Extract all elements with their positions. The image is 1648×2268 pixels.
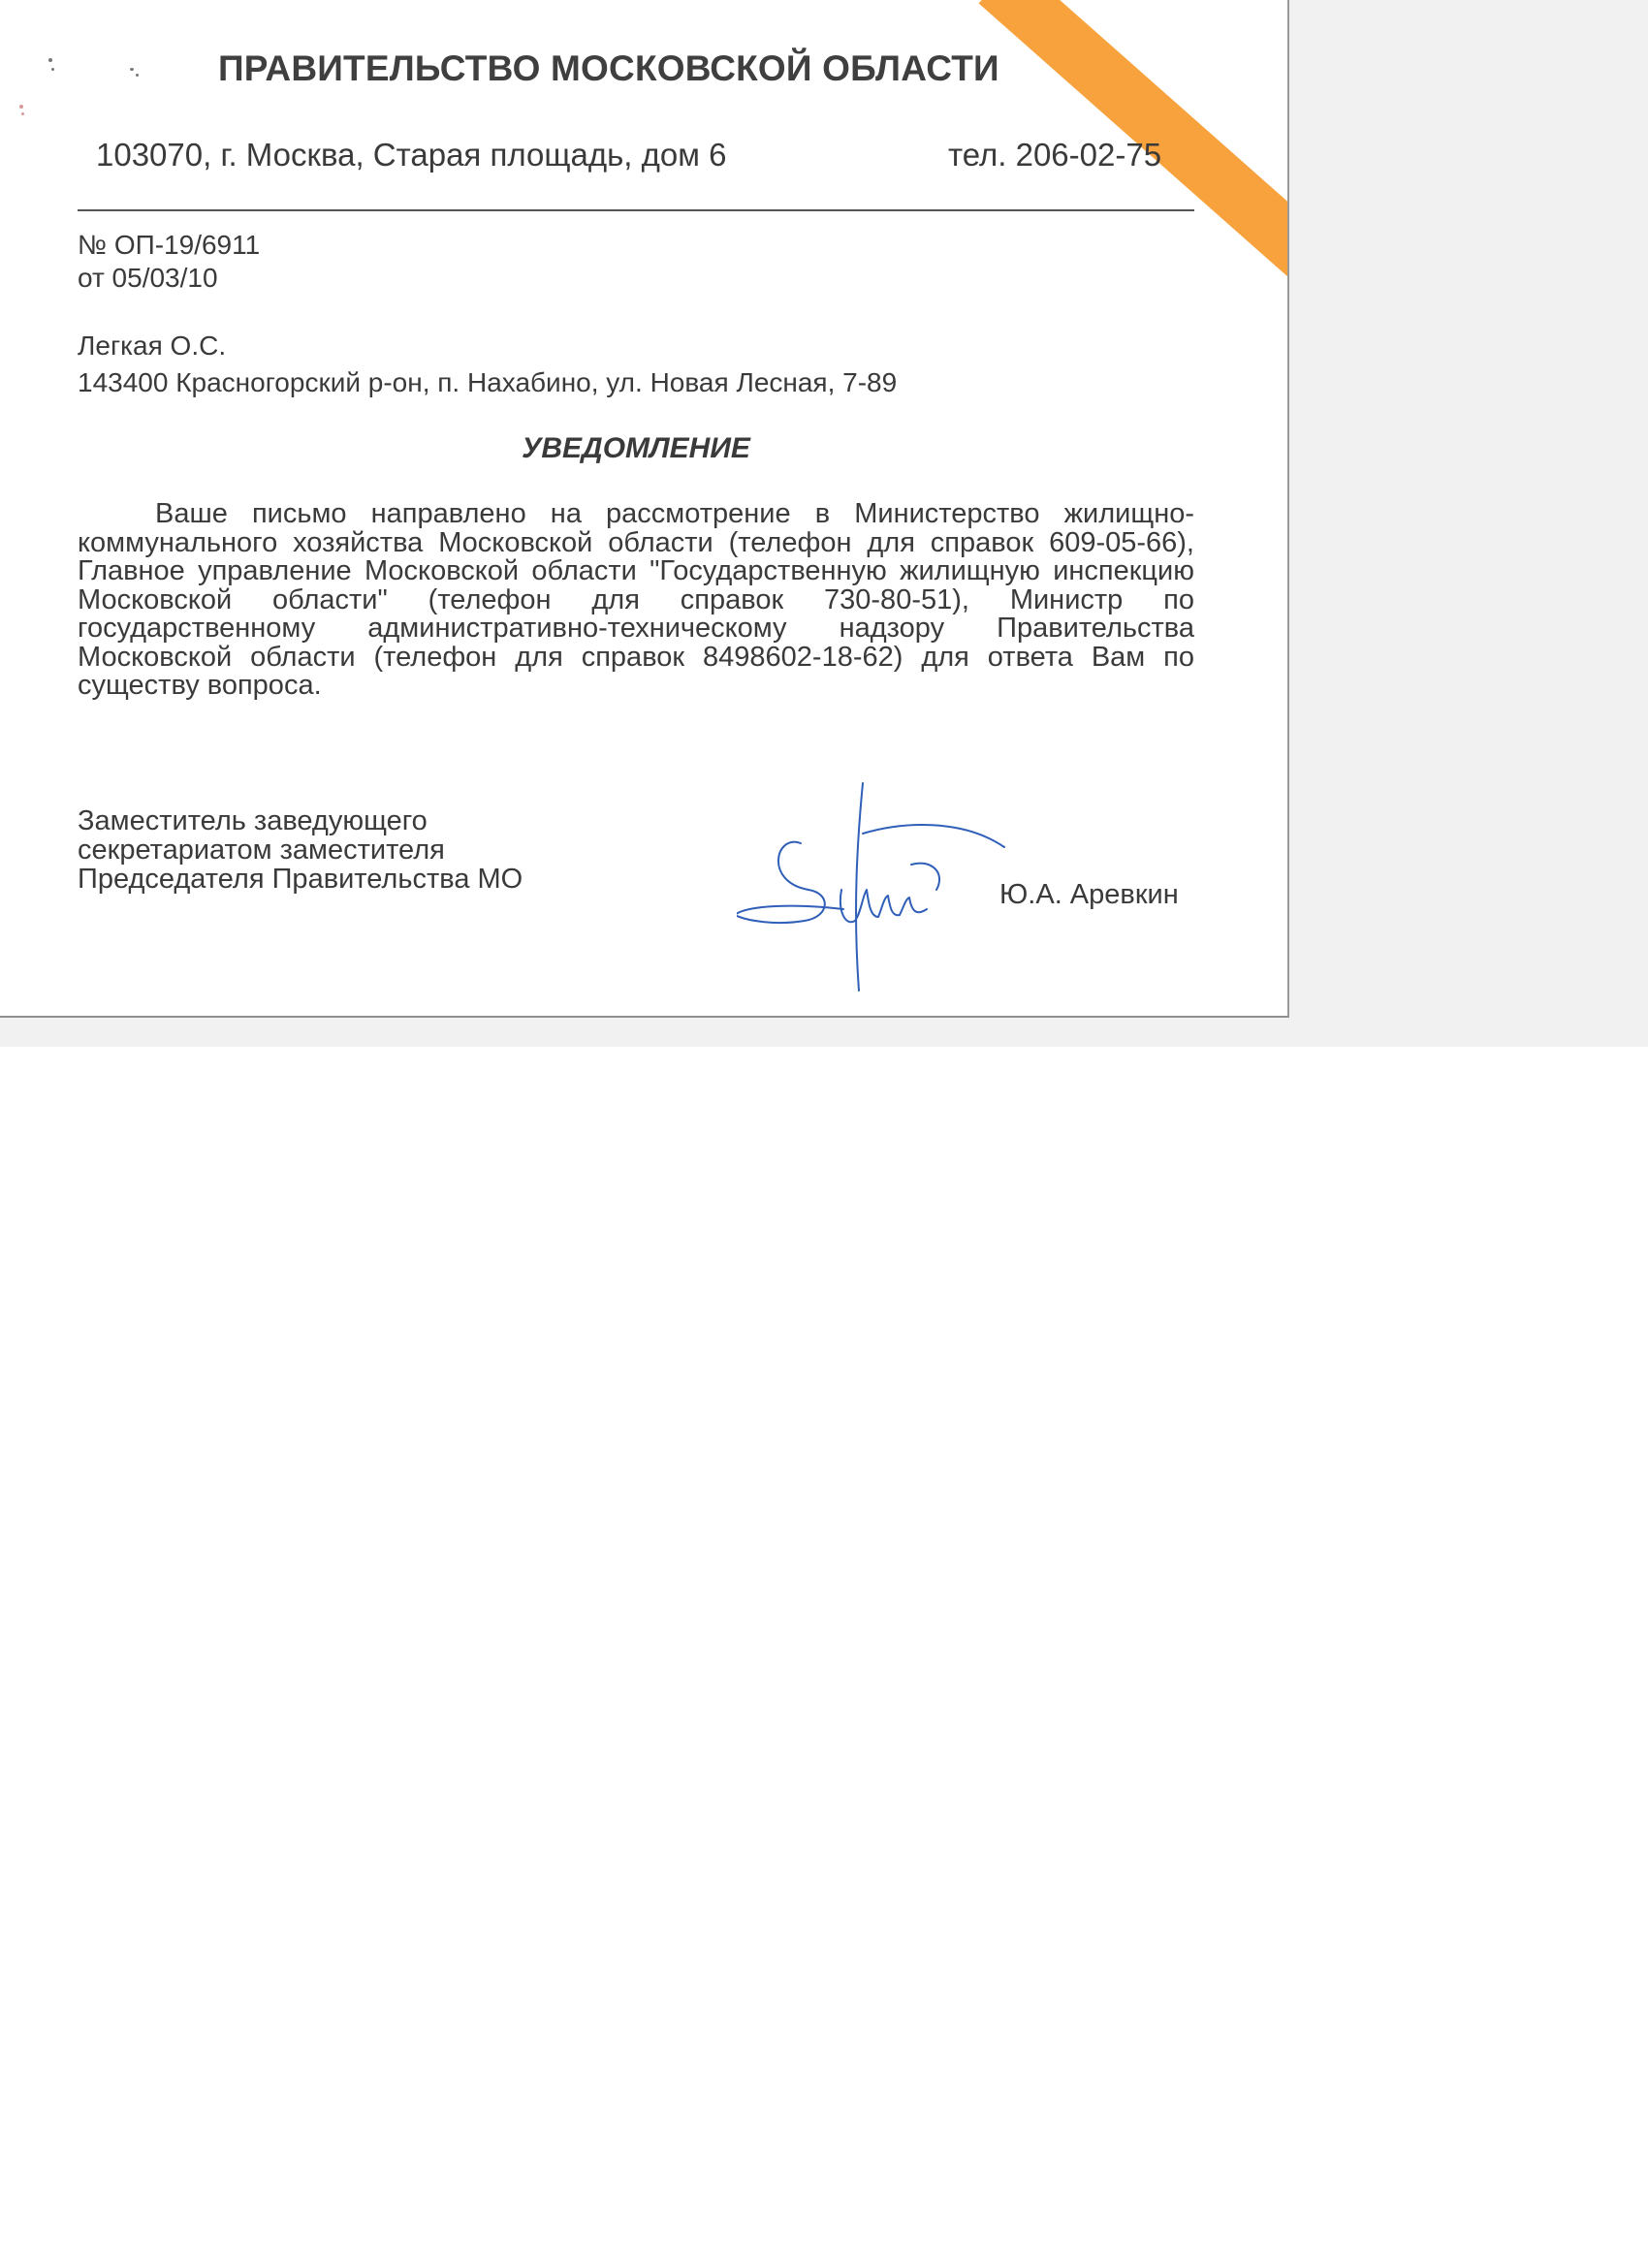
recipient-name: Легкая О.С. bbox=[78, 331, 227, 361]
header-divider bbox=[78, 209, 1194, 211]
notice-body: Ваше письмо направлено на рассмотрение в Министерство жилищно-коммунального хозяйства Московской области (телефон для справок 609-05-66), Главное управление Московской области "Государственную жилищную инспекцию Московской области" (телефон для справок 730-80-51), Министр по государственному административно-техническому надзору Правительства Московской области (телефон для справок 8498602-18-62) для ответа Вам по существу вопроса. bbox=[78, 498, 1194, 701]
sender-address: 103070, г. Москва, Старая площадь, дом 6 bbox=[96, 137, 727, 173]
document-number: № ОП-19/6911 bbox=[78, 230, 261, 260]
scan-background bbox=[1287, 0, 1648, 1045]
organization-title: ПРАВИТЕЛЬСТВО МОСКОВСКОЙ ОБЛАСТИ bbox=[218, 48, 999, 88]
signatory-name: Ю.А. Аревкин bbox=[999, 879, 1179, 910]
notice-title: УВЕДОМЛЕНИЕ bbox=[522, 432, 750, 464]
letter-sheet bbox=[0, 0, 1289, 1018]
handwritten-signature bbox=[737, 775, 1008, 998]
scan-background-bottom bbox=[0, 1016, 1648, 1047]
signatory-role-line: секретариатом заместителя bbox=[78, 835, 445, 866]
sender-phone: тел. 206-02-75 bbox=[948, 137, 1162, 173]
recipient-address: 143400 Красногорский р-он, п. Нахабино, ул. Новая Лесная, 7-89 bbox=[78, 367, 898, 397]
document-date: от 05/03/10 bbox=[78, 263, 218, 293]
signatory-role-line: Заместитель заведующего bbox=[78, 805, 428, 836]
signatory-role bbox=[78, 806, 523, 894]
signatory-role-line: Председателя Правительства МО bbox=[78, 864, 523, 895]
